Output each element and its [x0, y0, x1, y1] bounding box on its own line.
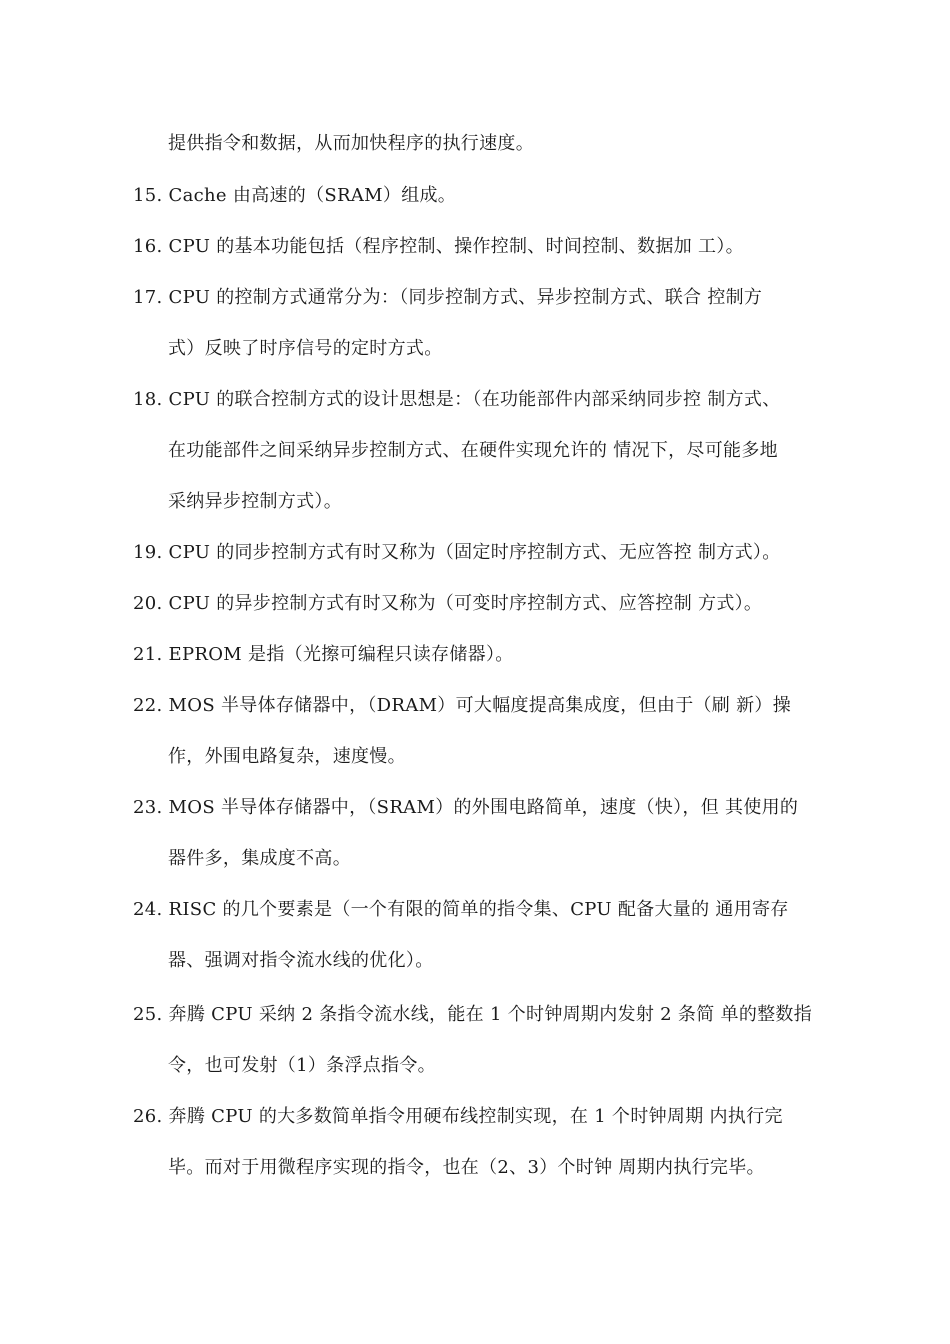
item-16: 16. CPU 的基本功能包括（程序控制、操作控制、时间控制、数据加 工）。 [133, 236, 744, 257]
item-25-continuation: 令，也可发射（1）条浮点指令。 [168, 1055, 436, 1076]
item-24-continuation: 器、强调对指令流水线的优化）。 [168, 950, 434, 971]
item-22-continuation: 作，外围电路复杂，速度慢。 [168, 746, 406, 767]
item-25: 25. 奔腾 CPU 采纳 2 条指令流水线，能在 1 个时钟周期内发射 2 条简 单的整数指 [133, 1004, 813, 1025]
item-15: 15. Cache 由高速的（SRAM）组成。 [133, 185, 457, 206]
item-18-continuation: 在功能部件之间采纳异步控制方式、在硬件实现允许的 情况下，尽可能多地 [168, 440, 778, 461]
text-line: 提供指令和数据，从而加快程序的执行速度。 [168, 133, 534, 154]
item-23-continuation: 器件多，集成度不高。 [168, 848, 351, 869]
item-17-continuation: 式）反映了时序信号的定时方式。 [168, 338, 443, 359]
item-17: 17. CPU 的控制方式通常分为：（同步控制方式、异步控制方式、联合 控制方 [133, 287, 763, 308]
item-18-continuation: 采纳异步控制方式）。 [168, 491, 342, 512]
item-19: 19. CPU 的同步控制方式有时又称为（固定时序控制方式、无应答控 制方式）。 [133, 542, 781, 563]
item-24: 24. RISC 的几个要素是（一个有限的简单的指令集、CPU 配备大量的 通用寄存 [133, 899, 789, 920]
item-20: 20. CPU 的异步控制方式有时又称为（可变时序控制方式、应答控制 方式）。 [133, 593, 763, 614]
item-21: 21. EPROM 是指（光擦可编程只读存储器）。 [133, 644, 514, 665]
item-23: 23. MOS 半导体存储器中，（SRAM）的外围电路简单，速度（快），但 其使用的 [133, 797, 799, 818]
item-26-continuation: 毕。而对于用微程序实现的指令，也在（2、3）个时钟 周期内执行完毕。 [168, 1157, 765, 1178]
item-26: 26. 奔腾 CPU 的大多数简单指令用硬布线控制实现，在 1 个时钟周期 内执行完 [133, 1106, 783, 1127]
item-22: 22. MOS 半导体存储器中，（DRAM）可大幅度提高集成度，但由于（刷 新）操 [133, 695, 792, 716]
item-18: 18. CPU 的联合控制方式的设计思想是：（在功能部件内部采纳同步控 制方式、 [133, 389, 781, 410]
